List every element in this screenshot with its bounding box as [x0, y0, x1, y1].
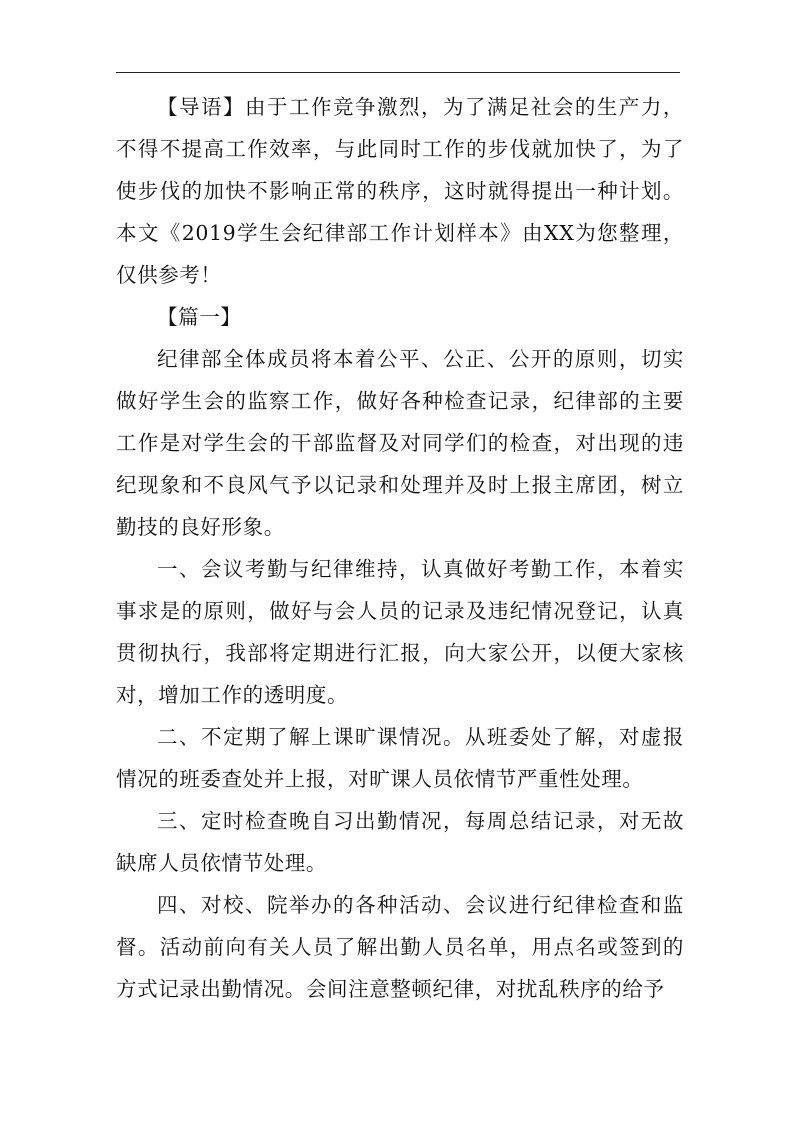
body-paragraph: 纪律部全体成员将本着公平、公正、公开的原则，切实做好学生会的监察工作，做好各种检查记录，纪律部的主要工作是对学生会的干部监督及对同学们的检查，对出现的违纪现象和不良风气予以记录和处理并及时上报主席团，树立勤技的良好形象。 [116, 347, 684, 539]
intro-paragraph: 【导语】由于工作竞争激烈，为了满足社会的生产力，不得不提高工作效率，与此同时工作的步伐就加快了，为了使步伐的加快不影响正常的秩序，这时就得提出一种计划。本文《2019学生会纪律部工作计划样本》由XX为您整理，仅供参考！ [116, 95, 684, 287]
body-paragraph: 四、对校、院举办的各种活动、会议进行纪律检查和监督。活动前向有关人员了解出勤人员名单，用点名或签到的方式记录出勤情况。会间注意整顿纪律，对扰乱秩序的给予 [116, 893, 684, 1001]
document-body [116, 86, 684, 1010]
header-rule [116, 72, 680, 73]
body-paragraph: 三、定时检查晚自习出勤情况，每周总结记录，对无故缺席人员依情节处理。 [116, 809, 684, 875]
body-paragraph: 二、不定期了解上课旷课情况。从班委处了解，对虚报情况的班委查处并上报，对旷课人员依情节严重性处理。 [116, 725, 684, 791]
body-paragraph: 一、会议考勤与纪律维持，认真做好考勤工作，本着实事求是的原则，做好与会人员的记录及违纪情况登记，认真贯彻执行，我部将定期进行汇报，向大家公开，以便大家核对，增加工作的透明度。 [116, 557, 684, 707]
section-heading: 【篇一】 [157, 305, 242, 329]
